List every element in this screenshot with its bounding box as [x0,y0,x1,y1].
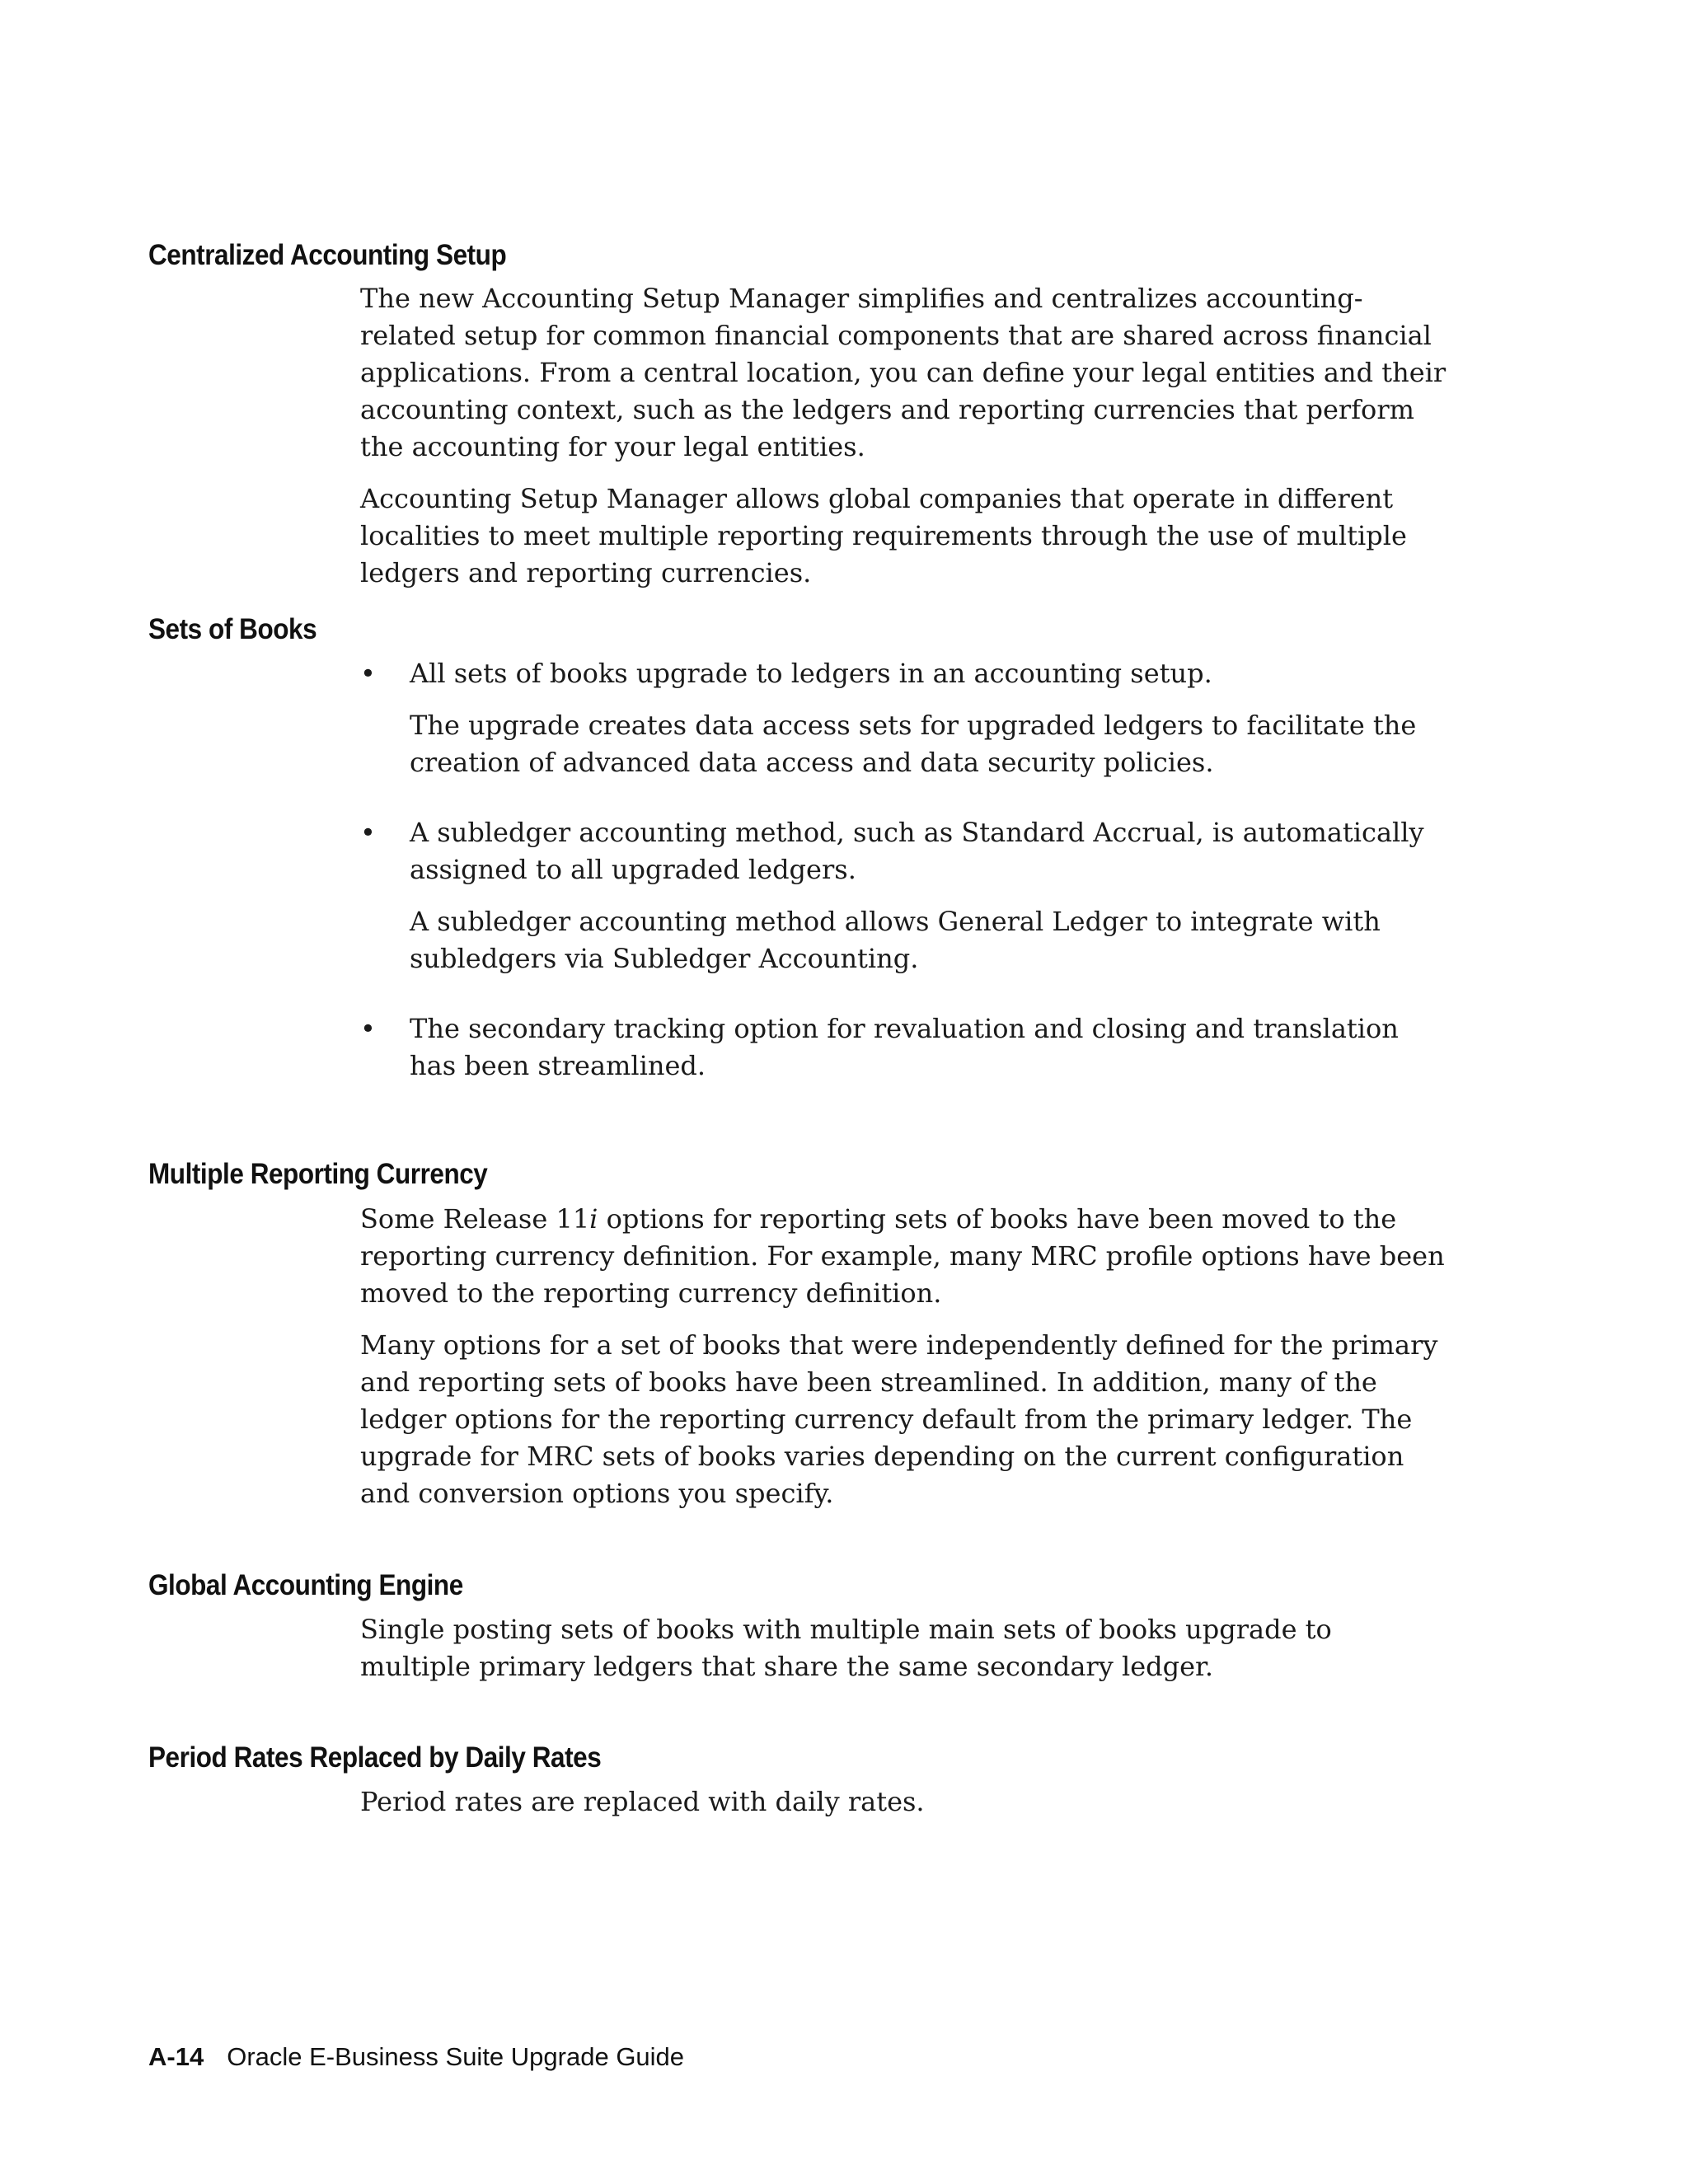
bullet-text: A subledger accounting method, such as Standard Accrual, is automatically assigned to all upgraded ledgers. [410,817,1424,885]
heading-centralized-accounting-setup: Centralized Accounting Setup [148,239,507,271]
list-item [360,655,1448,781]
body-period-rates [360,1783,1448,1835]
text-run: options for reporting sets of books have been moved to the reporting currency definition. For example, many MRC profile options have been moved to the reporting currency definition. [360,1203,1445,1309]
paragraph: Many options for a set of books that were independently defined for the primary and reporting sets of books have been streamlined. In addition, many of the ledger options for the reporting currency default from the primary ledger. The upgrade for MRC sets of books varies depending on the current configuration and conversion options you specify. [360,1329,1438,1509]
paragraph: Period rates are replaced with daily rates. [360,1786,925,1817]
italic-run: i [589,1203,598,1235]
body-centralized-accounting-setup [360,280,1448,607]
bullet-icon: • [360,658,376,689]
paragraph: The new Accounting Setup Manager simplifies and centralizes accounting-related setup for common financial components that are shared across financial applications. From a central location, you can define your legal entities and their accounting context, such as the ledgers and reporting currencies that perform the accounting for your legal entities. [360,283,1447,462]
bullet-icon: • [360,817,376,848]
body-sets-of-books [360,655,1448,1118]
list-item [360,1010,1448,1085]
paragraph: Single posting sets of books with multiple main sets of books upgrade to multiple primary ledgers that share the same secondary ledger. [360,1614,1332,1682]
heading-sets-of-books: Sets of Books [148,613,317,645]
text-run: Some Release 11 [360,1203,590,1235]
body-multiple-reporting-currency [360,1201,1448,1527]
bullet-text: All sets of books upgrade to ledgers in an accounting setup. [410,658,1212,689]
heading-period-rates: Period Rates Replaced by Daily Rates [148,1741,602,1774]
page-footer [148,2042,684,2072]
paragraph: Accounting Setup Manager allows global companies that operate in different localities to meet multiple reporting requirements through the use of multiple ledgers and reporting currencies. [360,483,1407,588]
page-number: A-14 [148,2042,204,2071]
heading-multiple-reporting-currency: Multiple Reporting Currency [148,1158,488,1190]
bullet-list [360,655,1448,1085]
bullet-note: The upgrade creates data access sets for upgraded ledgers to facilitate the creation of advanced data access and data security policies. [410,710,1417,778]
bullet-note: A subledger accounting method allows General Ledger to integrate with subledgers via Subledger Accounting. [410,906,1381,974]
document-title: Oracle E-Business Suite Upgrade Guide [227,2042,685,2071]
heading-global-accounting-engine: Global Accounting Engine [148,1569,463,1601]
paragraph [360,1201,1448,1312]
bullet-icon: • [360,1013,376,1044]
bullet-text: The secondary tracking option for revaluation and closing and translation has been streamlined. [410,1013,1399,1081]
body-global-accounting-engine [360,1611,1448,1700]
list-item [360,814,1448,977]
